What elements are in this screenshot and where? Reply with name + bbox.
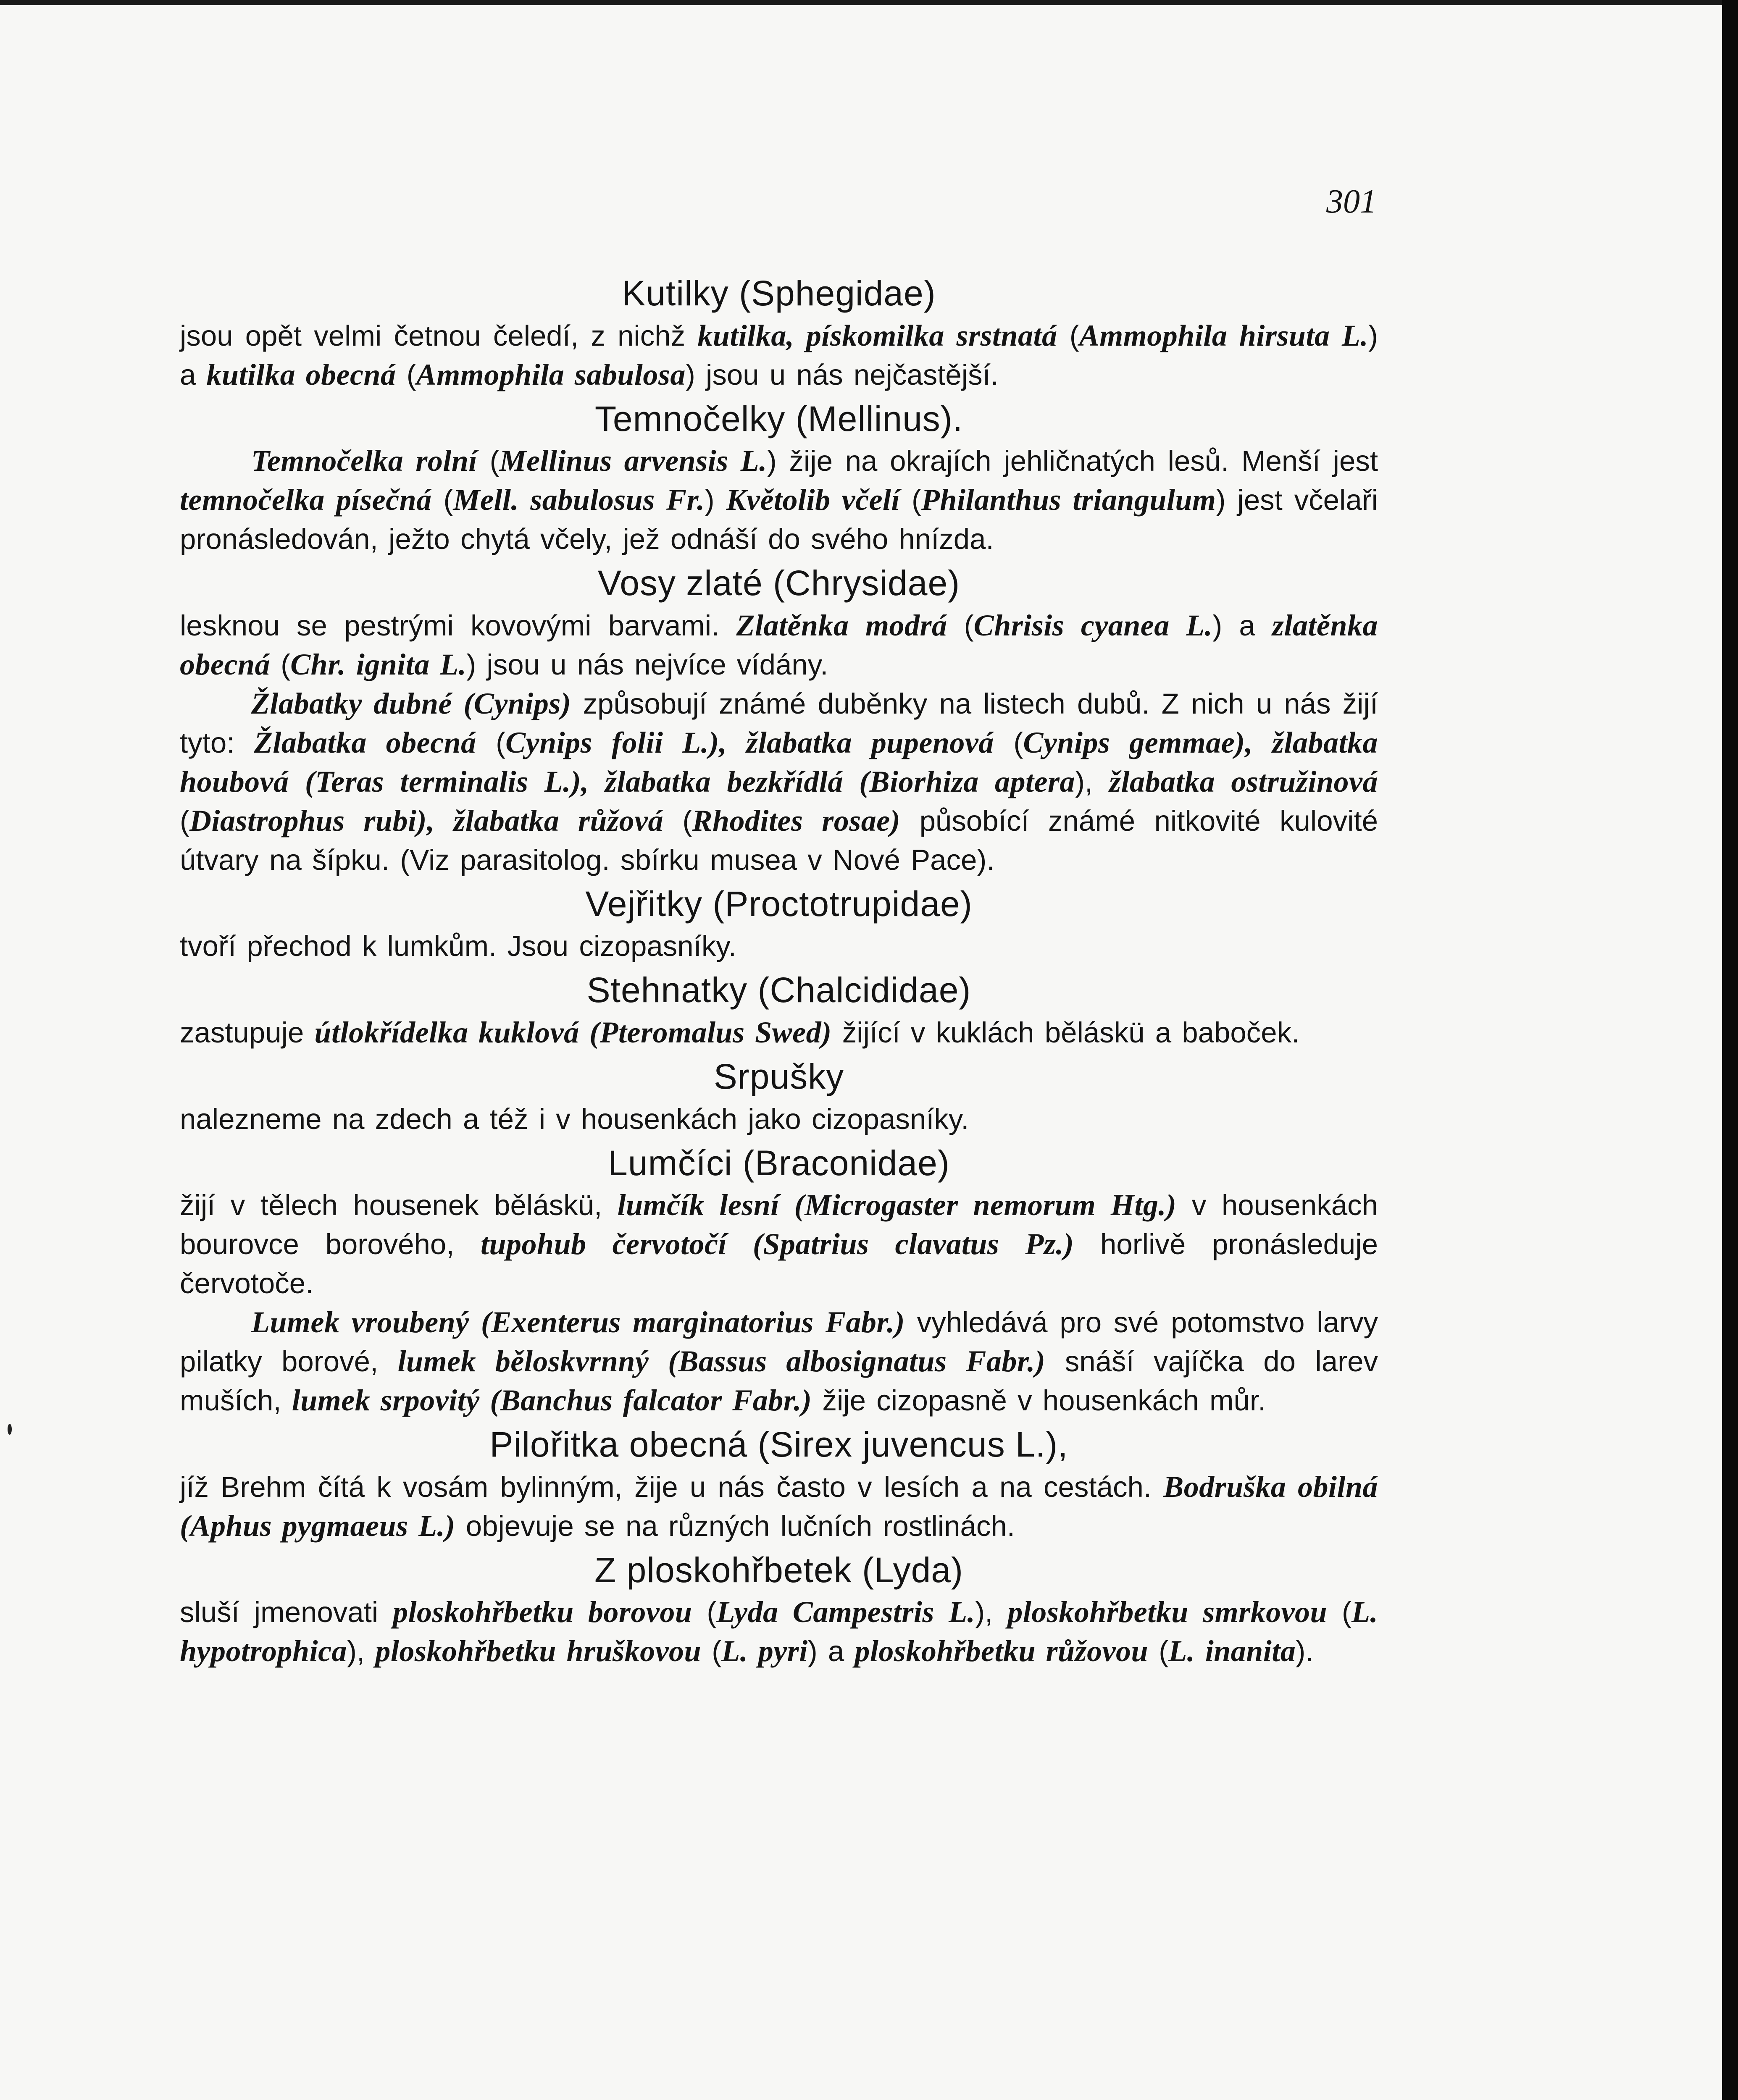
text-run: ( — [994, 726, 1023, 759]
italic-term: Květolib včelí — [726, 483, 900, 517]
text-run: jsou opět velmi četnou čeledí, z nichž — [180, 319, 698, 352]
italic-term: Philanthus triangulum — [921, 483, 1216, 517]
text-run: ( — [270, 648, 291, 681]
section-paragraph — [180, 1467, 1378, 1546]
text-run: objevuje se na různých lučních rostlinách. — [455, 1509, 1015, 1542]
section-paragraph — [180, 1303, 1378, 1420]
italic-term: kutilka obecná — [206, 357, 396, 391]
italic-term: L. hypotrophica — [180, 1595, 1378, 1668]
section-heading: Vejřitky (Proctotrupidae) — [585, 884, 973, 924]
section-heading: Pilořitka obecná (Sirex juvencus L.), — [489, 1425, 1068, 1465]
text-run: ), — [347, 1635, 376, 1668]
italic-term: Mell. sabulosus Fr. — [453, 483, 705, 517]
text-run: ) žije na okrajích jehličnatých lesů. Menší jest — [767, 445, 1378, 478]
italic-term: Lyda Campestris L. — [716, 1595, 975, 1629]
italic-term: žlabatka ostružinová — [1109, 764, 1378, 798]
text-run: žijící v kuklách běláskü a baboček. — [831, 1016, 1300, 1049]
section-heading: Srpušky — [713, 1056, 844, 1096]
scan-edge-top — [0, 0, 1738, 5]
section-paragraph — [180, 1186, 1378, 1303]
italic-term: Mellinus arvensis L. — [499, 444, 767, 478]
text-run: ) a — [1212, 609, 1272, 642]
italic-term: ploskohřbetku borovou — [393, 1595, 692, 1629]
text-run: ), — [975, 1596, 1008, 1629]
text-run: způsobují známé duběnky na listech dubů. Z nich u nás žijí tyto: — [180, 687, 1378, 759]
italic-term: Zlatěnka modrá — [736, 608, 947, 642]
italic-term: Cynips gemmae), žlabatka houbová (Teras terminalis L.), žlabatka bezkřídlá (Biorhiza aptera — [180, 725, 1378, 798]
section-heading: Kutilky (Sphegidae) — [622, 273, 936, 313]
italic-term: temnočelka písečná — [180, 483, 432, 517]
text-run: v housenkách bourovce borového, — [180, 1189, 1378, 1261]
italic-term: L. pyri — [721, 1634, 808, 1668]
text-run: ), — [1075, 765, 1110, 798]
italic-term: útlokřídelka kuklová (Pteromalus Swed) — [314, 1015, 832, 1049]
italic-term: Ammophila hirsuta L. — [1079, 318, 1369, 352]
text-run: nalezneme na zdech a též i v housenkách jako cizopasníky. — [180, 1102, 969, 1135]
text-run: ) a — [807, 1635, 855, 1668]
italic-term: Žlabatky dubné (Cynips) — [251, 686, 571, 720]
text-run: ( — [663, 804, 692, 837]
text-run: ( — [431, 484, 453, 517]
italic-term: Bodruška obilná (Aphus pygmaeus L.) — [180, 1470, 1378, 1543]
text-run: ( — [1327, 1596, 1351, 1629]
italic-term: Diastrophus rubi), žlabatka růžová — [189, 803, 664, 837]
text-run: žije cizopasně v housenkách můr. — [812, 1384, 1266, 1417]
italic-term: Chrisis cyanea L. — [973, 608, 1213, 642]
text-run: lesknou se pestrými kovovými barvami. — [180, 609, 736, 642]
section-paragraph — [180, 1013, 1378, 1052]
text-run: ( — [180, 804, 189, 837]
section-paragraph — [180, 1593, 1378, 1671]
scan-speck — [8, 1424, 12, 1435]
text-run: ) — [705, 484, 726, 517]
italic-term: lumčík lesní (Microgaster nemorum Htg.) — [617, 1188, 1177, 1222]
italic-term: Rhodites rosae) — [692, 803, 901, 837]
scan-edge-right — [1722, 0, 1738, 2100]
italic-term: Temnočelka rolní — [251, 444, 477, 478]
text-run: ( — [1057, 319, 1079, 352]
italic-term: lumek srpovitý (Banchus falcator Fabr.) — [292, 1383, 812, 1418]
section-heading: Lumčíci (Braconidae) — [608, 1143, 950, 1183]
section-paragraph — [180, 316, 1378, 394]
italic-term: Žlabatka obecná — [254, 725, 476, 759]
text-run: snáší vajíčka do larev muších, — [180, 1345, 1378, 1417]
text-run: ( — [692, 1596, 717, 1629]
italic-term: Ammophila sabulosa — [416, 357, 686, 391]
text-run: žijí v tělech housenek běláskü, — [180, 1189, 618, 1222]
italic-term: tupohub červotočí (Spatrius clavatus Pz.) — [481, 1227, 1074, 1261]
text-run: zastupuje — [180, 1016, 315, 1049]
section-heading: Stehnatky (Chalcididae) — [586, 970, 971, 1010]
section-heading: Z ploskohřbetek (Lyda) — [594, 1550, 963, 1590]
section-heading: Vosy zlaté (Chrysidae) — [597, 563, 960, 603]
text-run: ) jsou u nás nejčastější. — [685, 358, 999, 391]
text-run: tvoří přechod k lumkům. Jsou cizopasníky. — [180, 930, 736, 963]
page-body — [180, 269, 1378, 1671]
text-run: ( — [947, 609, 974, 642]
page-number: 301 — [1326, 183, 1377, 220]
section-paragraph — [180, 927, 1378, 966]
text-run: ). — [1296, 1635, 1314, 1668]
text-run: sluší jmenovati — [180, 1596, 393, 1629]
italic-term: ploskohřbetku hruškovou — [375, 1634, 702, 1668]
text-run: vyhledává pro své potomstvo larvy pilatky borové, — [180, 1306, 1378, 1378]
italic-term: Lumek vroubený (Exenterus marginatorius Fabr.) — [251, 1305, 905, 1339]
text-run: ) jsou u nás nejvíce vídány. — [466, 648, 828, 681]
section-paragraph — [180, 441, 1378, 559]
italic-term: Chr. ignita L. — [290, 647, 467, 681]
text-run: ) jest včelaři pronásledován, ježto chytá včely, jež odnáší do svého hnízda. — [180, 484, 1378, 556]
text-run: ) a — [180, 319, 1378, 391]
italic-term: ploskohřbetku smrkovou — [1007, 1595, 1328, 1629]
text-run: ( — [477, 445, 500, 478]
text-run: jíž Brehm čítá k vosám bylinným, žije u nás často v lesích a na cestách. — [180, 1470, 1164, 1503]
italic-term: zlatěnka obecná — [180, 608, 1378, 681]
italic-term: kutilka, pískomilka srstnatá — [697, 318, 1057, 352]
section-paragraph — [180, 1100, 1378, 1139]
text-run: ( — [701, 1635, 722, 1668]
italic-term: Cynips folii L.), žlabatka pupenová — [505, 725, 994, 759]
section-heading: Temnočelky (Mellinus). — [594, 399, 963, 438]
text-run: ( — [900, 484, 921, 517]
text-run: ( — [396, 358, 416, 391]
text-run: působící známé nitkovité kulovité útvary na šípku. (Viz parasitolog. sbírku musea v Nové Pace). — [180, 804, 1378, 876]
italic-term: L. inanita — [1168, 1634, 1296, 1668]
text-run: ( — [476, 726, 506, 759]
text-run: ( — [1148, 1635, 1169, 1668]
text-run: horlivě pronásleduje červotoče. — [180, 1228, 1378, 1300]
section-paragraph — [180, 606, 1378, 684]
section-paragraph — [180, 684, 1378, 879]
italic-term: lumek běloskvrnný (Bassus albosignatus Fabr.) — [397, 1344, 1046, 1378]
italic-term: ploskohřbetku růžovou — [855, 1634, 1149, 1668]
